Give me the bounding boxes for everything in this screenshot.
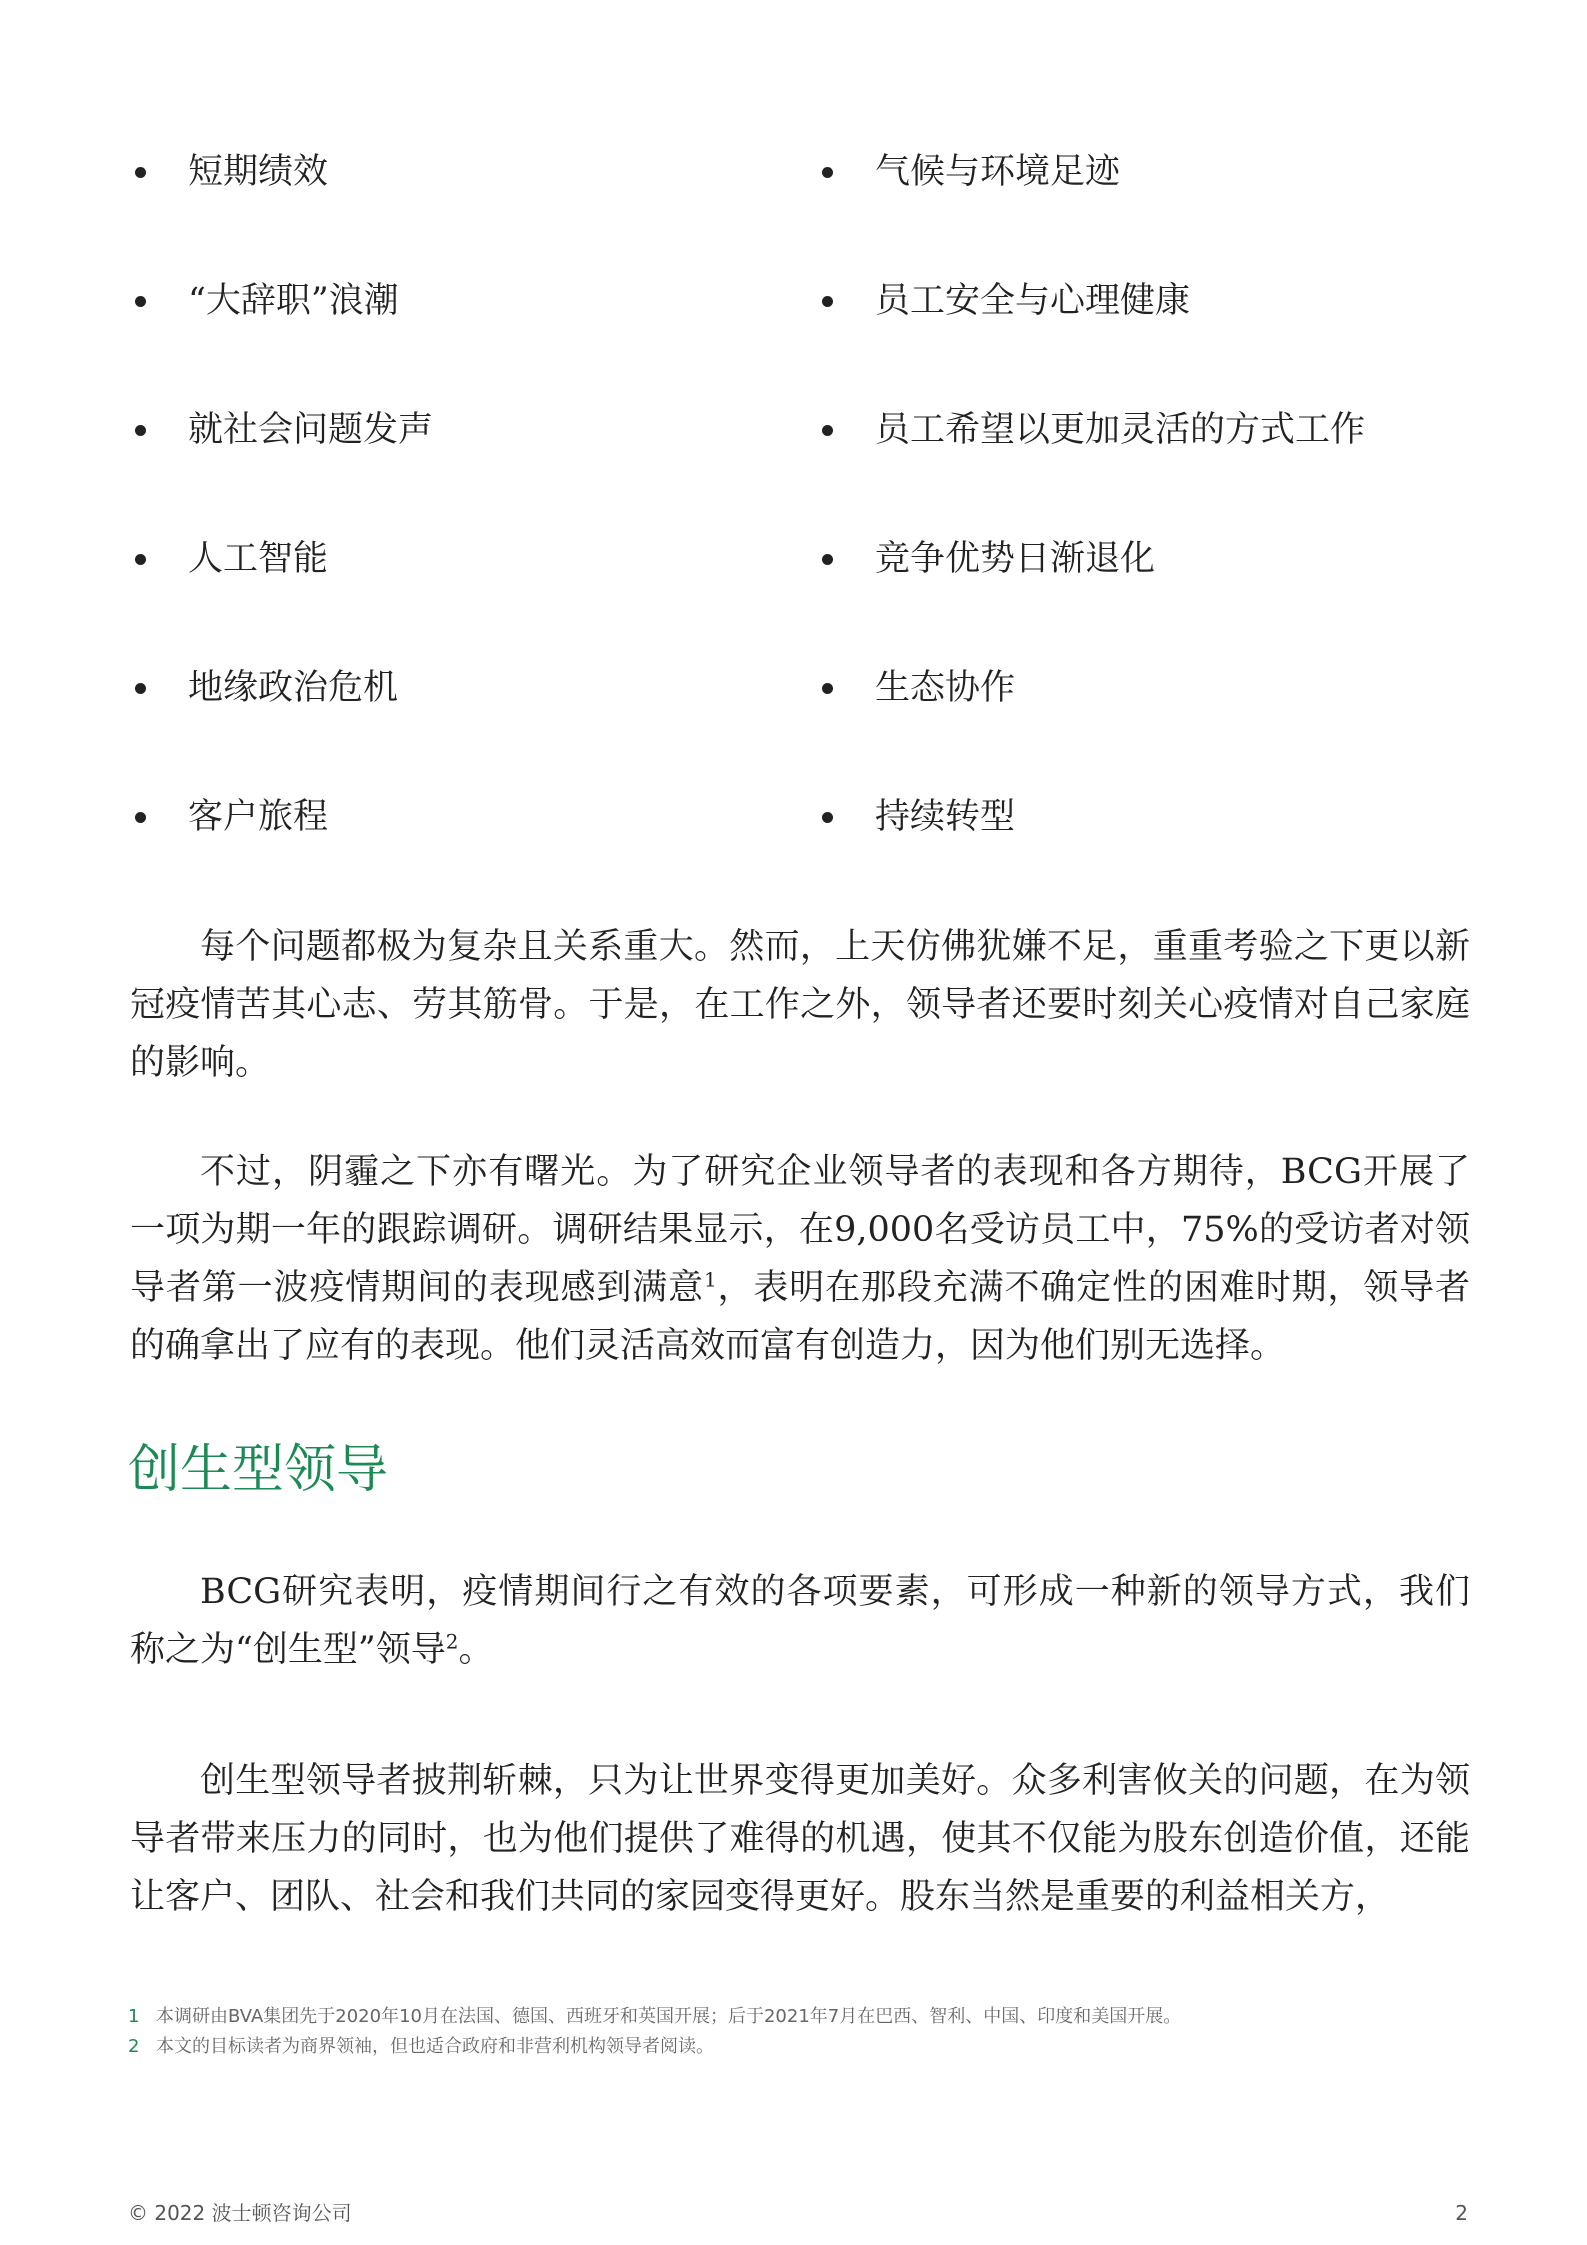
bullet-item: 地缘政治危机 (130, 658, 790, 787)
bullet-item: 短期绩效 (130, 142, 790, 271)
body-paragraph-definition: BCG研究表明，疫情期间行之有效的各项要素，可形成一种新的领导方式，我们称之为“创生型”领导$^2$。 (130, 1572, 1470, 1670)
bullet-dot-icon (822, 167, 833, 178)
bullet-column-left (130, 142, 790, 916)
body-paragraph-leaders: 创生型领导者披荆斩棘，只为让世界变得更加美好。众多利害攸关的问题，在为领导者带来压力的同时，也为他们提供了难得的机遇，使其不仅能为股东创造价值，还能让客户、团队、社会和我们共同的家园变得更好。股东当然是重要的利益相关方， (130, 1761, 1470, 1917)
bullet-column-right (817, 142, 1477, 916)
bullet-dot-icon (135, 683, 146, 694)
bullet-item: 生态协作 (817, 658, 1477, 787)
bullet-dot-icon (822, 296, 833, 307)
footnote-number: 1 (128, 2006, 140, 2027)
bullet-item: “大辞职”浪潮 (130, 271, 790, 400)
bullet-item: 气候与环境足迹 (817, 142, 1477, 271)
footnote-ref-2: 2 (445, 1629, 459, 1654)
footnote (128, 2002, 1478, 2032)
bullet-item: 员工安全与心理健康 (817, 271, 1477, 400)
bullet-item: 员工希望以更加灵活的方式工作 (817, 400, 1477, 529)
bullet-item: 就社会问题发声 (130, 400, 790, 529)
copyright-text: © 2022 波士顿咨询公司 (128, 2201, 352, 2225)
footnote-text: 本文的目标读者为商界领袖，但也适合政府和非营利机构领导者阅读。 (156, 2036, 714, 2057)
body-paragraph-pandemic: 每个问题都极为复杂且关系重大。然而，上天仿佛犹嫌不足，重重考验之下更以新冠疫情苦其心志、劳其筋骨。于是，在工作之外，领导者还要时刻关心疫情对自己家庭的影响。 (130, 927, 1470, 1083)
bullet-dot-icon (135, 167, 146, 178)
bullet-dot-icon (822, 812, 833, 823)
bullet-item: 持续转型 (817, 787, 1477, 916)
bullet-item: 竞争优势日渐退化 (817, 529, 1477, 658)
bullet-dot-icon (822, 425, 833, 436)
footnotes (128, 2002, 1478, 2062)
bullet-dot-icon (135, 296, 146, 307)
bullet-dot-icon (822, 683, 833, 694)
page-number: 2 (1455, 2201, 1468, 2225)
bullet-dot-icon (135, 812, 146, 823)
bullet-dot-icon (135, 425, 146, 436)
bullet-item: 人工智能 (130, 529, 790, 658)
footnote (128, 2032, 1478, 2062)
page-footer (128, 2198, 1468, 2228)
bullet-item: 客户旅程 (130, 787, 790, 916)
section-heading: 创生型领导 (128, 1440, 389, 1500)
body-paragraph-survey: 不过，阴霾之下亦有曙光。为了研究企业领导者的表现和各方期待，BCG开展了一项为期一年的跟踪调研。调研结果显示，在9,000名受访员工中，75%的受访者对领导者第一波疫情期间的表现感到满意$^1$，表明在那段充满不确定性的困难时期，领导者的确拿出了应有的表现。他们灵活高效而富有创造力，因为他们别无选择。 (130, 1152, 1470, 1366)
footnote-ref-1: 1 (703, 1267, 717, 1292)
bullet-dot-icon (135, 554, 146, 565)
footnote-number: 2 (128, 2036, 140, 2057)
footnote-text: 本调研由BVA集团先于2020年10月在法国、德国、西班牙和英国开展；后于2021年7月在巴西、智利、中国、印度和美国开展。 (156, 2006, 1182, 2027)
bullet-dot-icon (822, 554, 833, 565)
